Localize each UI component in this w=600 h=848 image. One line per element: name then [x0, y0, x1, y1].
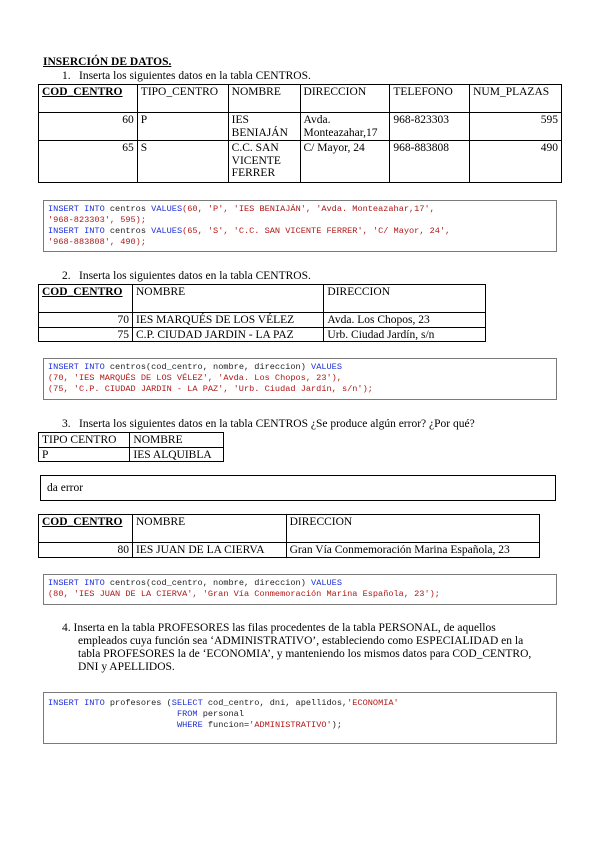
table-cell: P	[137, 113, 228, 141]
table-cell: 75	[39, 327, 133, 342]
code-text: (75, 'C.P. CIUDAD JARDIN - LA PAZ', 'Urb. Ciudad Jardín, s/n');	[48, 384, 373, 394]
code-keyword: VALUES	[311, 362, 342, 372]
answer-box[interactable]	[40, 475, 556, 501]
sql-code-block-1	[43, 200, 557, 252]
table-cell: Avda. Los Chopos, 23	[324, 313, 486, 328]
question-1	[62, 70, 542, 84]
code-keyword: INSERT INTO	[48, 226, 105, 236]
header-cell: DIRECCION	[324, 285, 486, 313]
code-text: '968-823303', 595);	[48, 215, 146, 225]
table-cell: IES ALQUIBLA	[130, 447, 224, 462]
table-cell: 65	[39, 141, 138, 183]
code-keyword: INSERT INTO	[48, 204, 105, 214]
code-text: centros	[104, 204, 152, 214]
page-heading: INSERCIÓN DE DATOS.	[43, 56, 172, 68]
code-keyword: VALUES	[311, 578, 342, 588]
code-text: personal	[197, 709, 244, 719]
table-cell: C/ Mayor, 24	[300, 141, 390, 183]
table-row	[39, 313, 486, 328]
code-text: profesores (	[104, 698, 172, 708]
centros-table-1	[38, 84, 562, 183]
header-cell: COD_CENTRO	[39, 85, 138, 113]
code-text: );	[331, 720, 342, 730]
code-text: (70, 'IES MARQUÉS DE LOS VÉLEZ', 'Avda. Los Chopos, 23'),	[48, 373, 342, 383]
table-cell: 595	[470, 113, 562, 141]
answer-text: da error	[47, 482, 84, 494]
question-3-number: 3.	[62, 418, 71, 430]
table-header-row	[39, 85, 562, 113]
question-2-text: Inserta los siguientes datos en la tabla CENTROS.	[79, 270, 311, 282]
table-cell: Urb. Ciudad Jardín, s/n	[324, 327, 486, 342]
table-cell: IES BENIAJÁN	[228, 113, 300, 141]
question-4-number: 4.	[62, 622, 71, 634]
table-cell: 80	[39, 543, 133, 558]
header-cell: COD_CENTRO	[39, 285, 133, 313]
question-2	[62, 270, 542, 284]
sql-code-block-4	[43, 692, 557, 744]
code-text: (80, 'IES JUAN DE LA CIERVA', 'Gran Vía Conmemoración Marina Española, 23');	[48, 589, 440, 599]
code-text: '968-883808', 490);	[48, 237, 146, 247]
header-cell: TIPO CENTRO	[39, 433, 130, 448]
question-4	[62, 622, 531, 674]
table-header-row	[39, 433, 224, 448]
code-keyword: SELECT	[171, 698, 203, 708]
table-cell: C.C. SAN VICENTE FERRER	[228, 141, 300, 183]
code-keyword: INSERT INTO	[48, 362, 105, 372]
table-row	[39, 141, 562, 183]
code-keyword: INSERT INTO	[48, 578, 105, 588]
code-text: 'ECONOMIA'	[347, 698, 399, 708]
header-cell: DIRECCION	[300, 85, 390, 113]
code-keyword: VALUES	[151, 204, 183, 214]
sql-code-block-2	[43, 358, 557, 400]
table-header-row	[39, 285, 486, 313]
table-cell: 968-823303	[390, 113, 470, 141]
table-cell: 490	[470, 141, 562, 183]
question-4-text: tabla PROFESORES la de ‘ECONOMIA’, y manteniendo los mismos datos para COD_CENTRO,	[78, 648, 532, 660]
code-keyword: WHERE	[176, 720, 203, 730]
code-keyword: INSERT INTO	[48, 698, 105, 708]
table-cell: IES JUAN DE LA CIERVA	[132, 543, 286, 558]
header-cell: NUM_PLAZAS	[470, 85, 562, 113]
table-row	[39, 543, 540, 558]
question-4-text: Inserta en la tabla PROFESORES las filas procedentes de la tabla PERSONAL, de aquellos	[73, 622, 496, 634]
code-text: centros	[104, 226, 152, 236]
header-cell: NOMBRE	[132, 515, 286, 543]
code-text: funcion=	[202, 720, 250, 730]
table-row	[39, 327, 486, 342]
table-cell: P	[39, 447, 130, 462]
question-1-number: 1.	[62, 70, 71, 82]
code-keyword: FROM	[176, 709, 198, 719]
table-cell: 60	[39, 113, 138, 141]
question-3	[62, 418, 562, 432]
table-cell: Gran Vía Conmemoración Marina Española, 23	[286, 543, 539, 558]
table-cell: IES MARQUÉS DE LOS VÉLEZ	[132, 313, 323, 328]
question-2-number: 2.	[62, 270, 71, 282]
sql-code-block-3	[43, 574, 557, 605]
table-header-row	[39, 515, 540, 543]
header-cell: NOMBRE	[132, 285, 323, 313]
table-cell: Avda. Monteazahar,17	[300, 113, 390, 141]
question-4-text: empleados cuya función sea ‘ADMINISTRATIVO’, estableciendo como ESPECIALIDAD en la	[78, 635, 524, 647]
question-4-text: DNI y APELLIDOS.	[78, 661, 175, 673]
header-cell: NOMBRE	[130, 433, 224, 448]
code-text: centros(cod_centro, nombre, direccion)	[104, 578, 312, 588]
centros-table-2	[38, 284, 486, 342]
header-cell: NOMBRE	[228, 85, 300, 113]
table-cell: 968-883808	[390, 141, 470, 183]
table-row	[39, 113, 562, 141]
centros-table-3	[38, 432, 224, 462]
centros-table-4	[38, 514, 540, 558]
table-cell: 70	[39, 313, 133, 328]
code-keyword: VALUES	[151, 226, 183, 236]
header-cell: TIPO_CENTRO	[137, 85, 228, 113]
code-text: (60, 'P', 'IES BENIAJÁN', 'Avda. Monteazahar,17',	[182, 204, 435, 214]
header-cell: TELEFONO	[390, 85, 470, 113]
question-1-text: Inserta los siguientes datos en la tabla CENTROS.	[79, 70, 311, 82]
code-text: (65, 'S', 'C.C. SAN VICENTE FERRER', 'C/ Mayor, 24',	[182, 226, 451, 236]
table-row	[39, 447, 224, 462]
header-cell: DIRECCION	[286, 515, 539, 543]
code-text: cod_centro, dni, apellidos,	[202, 698, 348, 708]
question-3-text: Inserta los siguientes datos en la tabla CENTROS ¿Se produce algún error? ¿Por qué?	[79, 418, 475, 430]
code-text: centros(cod_centro, nombre, direccion)	[104, 362, 312, 372]
table-cell: C.P. CIUDAD JARDIN - LA PAZ	[132, 327, 323, 342]
header-cell: COD_CENTRO	[39, 515, 133, 543]
table-cell: S	[137, 141, 228, 183]
code-text: 'ADMINISTRATIVO'	[249, 720, 332, 730]
